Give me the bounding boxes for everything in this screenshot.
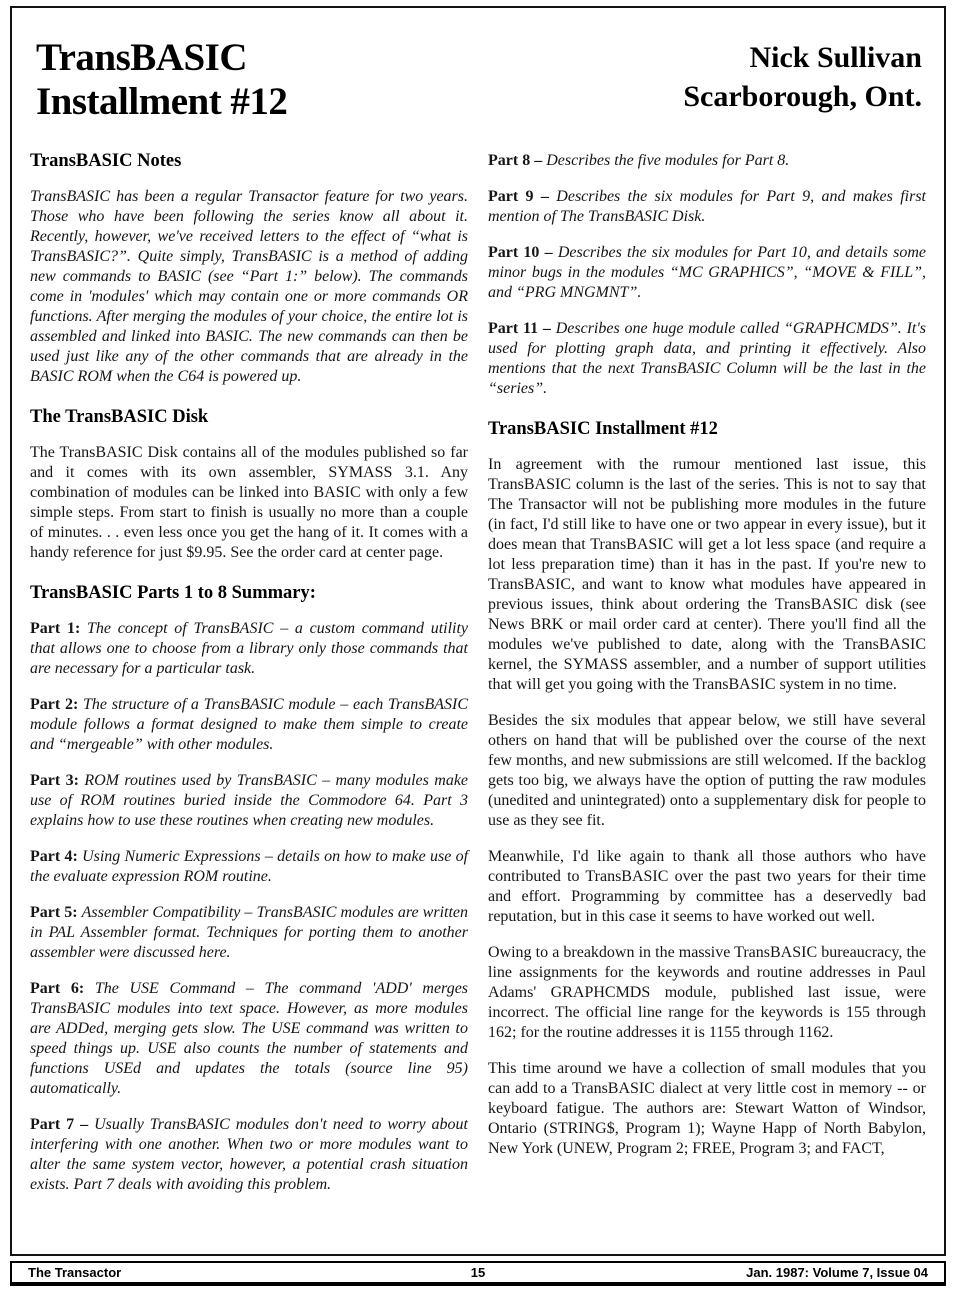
part-label: Part 8 – bbox=[488, 151, 543, 169]
footer-magazine-name: The Transactor bbox=[28, 1265, 122, 1280]
part-label: Part 1: bbox=[30, 619, 81, 637]
notes-paragraph: TransBASIC has been a regular Transactor feature for two years. Those who have been following the series know all about it. Recently, however, we've received letters to the effect of “what is TransBASIC?”. Quite simply, TransBASIC is a method of adding new commands to BASIC (see “Part 1:” below). The commands come in 'modules' which may contain one or more commands OR functions. After merging the modules of your choice, the entire lot is assembled and linked into BASIC. The new commands can then be used just like any of the other commands that are already in the BASIC ROM when the C64 is powered up. bbox=[30, 187, 468, 385]
part-label: Part 4: bbox=[30, 847, 78, 865]
section-heading-parts-summary: TransBASIC Parts 1 to 8 Summary: bbox=[30, 582, 316, 603]
article-columns bbox=[30, 151, 926, 1211]
part-label: Part 3: bbox=[30, 771, 79, 789]
disk-paragraph: The TransBASIC Disk contains all of the modules published so far and it comes with its own assembler, SYMASS 3.1. Any combination of modules can be linked into BASIC with only a few simple steps. From start to finish is usually no more than a couple of minutes. . . even less once you get the hang of it. It comes with a handy reference for just $9.95. See the order card at center page. bbox=[30, 443, 468, 561]
footer-page-number: 15 bbox=[470, 1265, 486, 1280]
magazine-page-frame bbox=[10, 6, 946, 1256]
section-heading-installment: TransBASIC Installment #12 bbox=[488, 418, 718, 439]
part-description: Assembler Compatibility – TransBASIC modules are written in PAL Assembler format. Techniques for porting them to another assembler were discussed here. bbox=[30, 903, 469, 961]
part-description: Describes the six modules for Part 10, and details some minor bugs in the modules “MC GRAPHICS”, “MOVE & FILL”, and “PRG MNGMNT”. bbox=[488, 243, 927, 301]
part-description: Usually TransBASIC modules don't need to worry about interfering with one another. When two or more modules want to alter the same system vector, however, a potential crash situation exists. Part 7 deals with avoiding this problem. bbox=[30, 1115, 469, 1193]
article-title-line1: TransBASIC bbox=[36, 36, 248, 79]
installment-paragraph-5: This time around we have a collection of small modules that you can add to a TransBASIC dialect at very little cost in memory -- or keyboard fatigue. The authors are: Stewart Watton of Windsor, Ontario (STRING$, Program 1); Wayne Happ of North Babylon, New York (UNEW, Program 2; FREE, Program 3; and FACT, bbox=[488, 1059, 926, 1157]
part-label: Part 7 – bbox=[30, 1115, 89, 1133]
footer-issue-info: Jan. 1987: Volume 7, Issue 04 bbox=[746, 1265, 928, 1280]
part-label: Part 2: bbox=[30, 695, 79, 713]
part-description: ROM routines used by TransBASIC – many modules make use of ROM routines buried inside the Commodore 64. Part 3 explains how to use these routines when creating new modules. bbox=[30, 771, 469, 829]
part-item-11 bbox=[488, 319, 926, 399]
part-label: Part 9 – bbox=[488, 187, 549, 205]
part-label: Part 10 – bbox=[488, 243, 553, 261]
part-label: Part 11 – bbox=[488, 319, 551, 337]
part-label: Part 6: bbox=[30, 979, 85, 997]
installment-paragraph-1: In agreement with the rumour mentioned last issue, this TransBASIC column is the last of the series. This is not to say that The Transactor will not be publishing more modules in the future (in fact, I'd still like to have one or two appear in every issue), but it does mean that TransBASIC will get a lot less space (and require a lot less preparation time) than it has in the past. If you're new to TransBASIC, and want to know what modules have appeared in previous issues, think about ordering the TransBASIC disk (see News BRK or mail order card at center). There you'll find all the modules we've published to date, along with the TransBASIC kernel, the SYMASS assembler, and a number of support utilities that will get you going with the TransBASIC system in no time. bbox=[488, 455, 926, 693]
part-description: The USE Command – The command 'ADD' merges TransBASIC modules into text space. However, as more modules are ADDed, merging gets slow. The USE command was written to speed things up. USE also counts the number of statements and functions USEd and updates the totals (source line 95) automatically. bbox=[30, 979, 469, 1097]
section-heading-disk: The TransBASIC Disk bbox=[30, 406, 209, 427]
column-left bbox=[30, 151, 468, 1211]
part-description: The structure of a TransBASIC module – each TransBASIC module follows a format designed to make them simple to create and “mergeable” with other modules. bbox=[30, 695, 468, 753]
part-description: Describes one huge module called “GRAPHCMDS”. It's used for plotting graph data, and printing it effectively. Also mentions that the next TransBASIC Column will be the last in the “series”. bbox=[488, 319, 927, 397]
part-description: Using Numeric Expressions – details on how to make use of the evaluate expression ROM routine. bbox=[30, 847, 469, 885]
part-item-5 bbox=[30, 903, 468, 963]
article-header bbox=[30, 34, 926, 125]
author-name: Nick Sullivan bbox=[749, 41, 922, 74]
part-item-9 bbox=[488, 187, 926, 227]
part-item-7 bbox=[30, 1115, 468, 1195]
part-item-8 bbox=[488, 151, 926, 171]
installment-paragraph-3: Meanwhile, I'd like again to thank all those authors who have contributed to TransBASIC over the past two years for their time and effort. Programming by committee has a deservedly bad reputation, but in this case it seems to have worked out well. bbox=[488, 847, 926, 925]
installment-paragraph-4: Owing to a breakdown in the massive TransBASIC bureaucracy, the line assignments for the keywords and routine addresses in Paul Adams' GRAPHCMDS module, published last issue, were incorrect. The official line range for the keywords is 155 through 162; for the routine addresses it is 1155 through 1162. bbox=[488, 943, 926, 1041]
footer-bar bbox=[10, 1261, 946, 1286]
part-description: Describes the six modules for Part 9, and makes first mention of The TransBASIC Disk. bbox=[488, 187, 927, 225]
installment-paragraph-2: Besides the six modules that appear below, we still have several others on hand that will be published over the course of the next few months, and new submissions are still welcomed. If the backlog gets too big, we always have the option of putting the raw modules (unedited and unintegrated) onto a supplementary disk for people to use as they see fit. bbox=[488, 711, 926, 829]
part-item-4 bbox=[30, 847, 468, 887]
part-description: The concept of TransBASIC – a custom command utility that allows one to choose from a library only those commands that are necessary for a particular task. bbox=[30, 619, 469, 677]
part-item-10 bbox=[488, 243, 926, 303]
part-item-1 bbox=[30, 619, 468, 679]
article-title-line2: Installment #12 bbox=[36, 80, 288, 124]
author-block bbox=[683, 36, 922, 116]
part-description: Describes the five modules for Part 8. bbox=[546, 151, 790, 169]
part-item-6 bbox=[30, 979, 468, 1099]
part-label: Part 5: bbox=[30, 903, 78, 921]
author-location: Scarborough, Ont. bbox=[683, 80, 922, 113]
column-right bbox=[488, 151, 926, 1211]
article-title bbox=[36, 36, 287, 125]
part-item-2 bbox=[30, 695, 468, 755]
part-item-3 bbox=[30, 771, 468, 831]
section-heading-notes: TransBASIC Notes bbox=[30, 150, 182, 171]
